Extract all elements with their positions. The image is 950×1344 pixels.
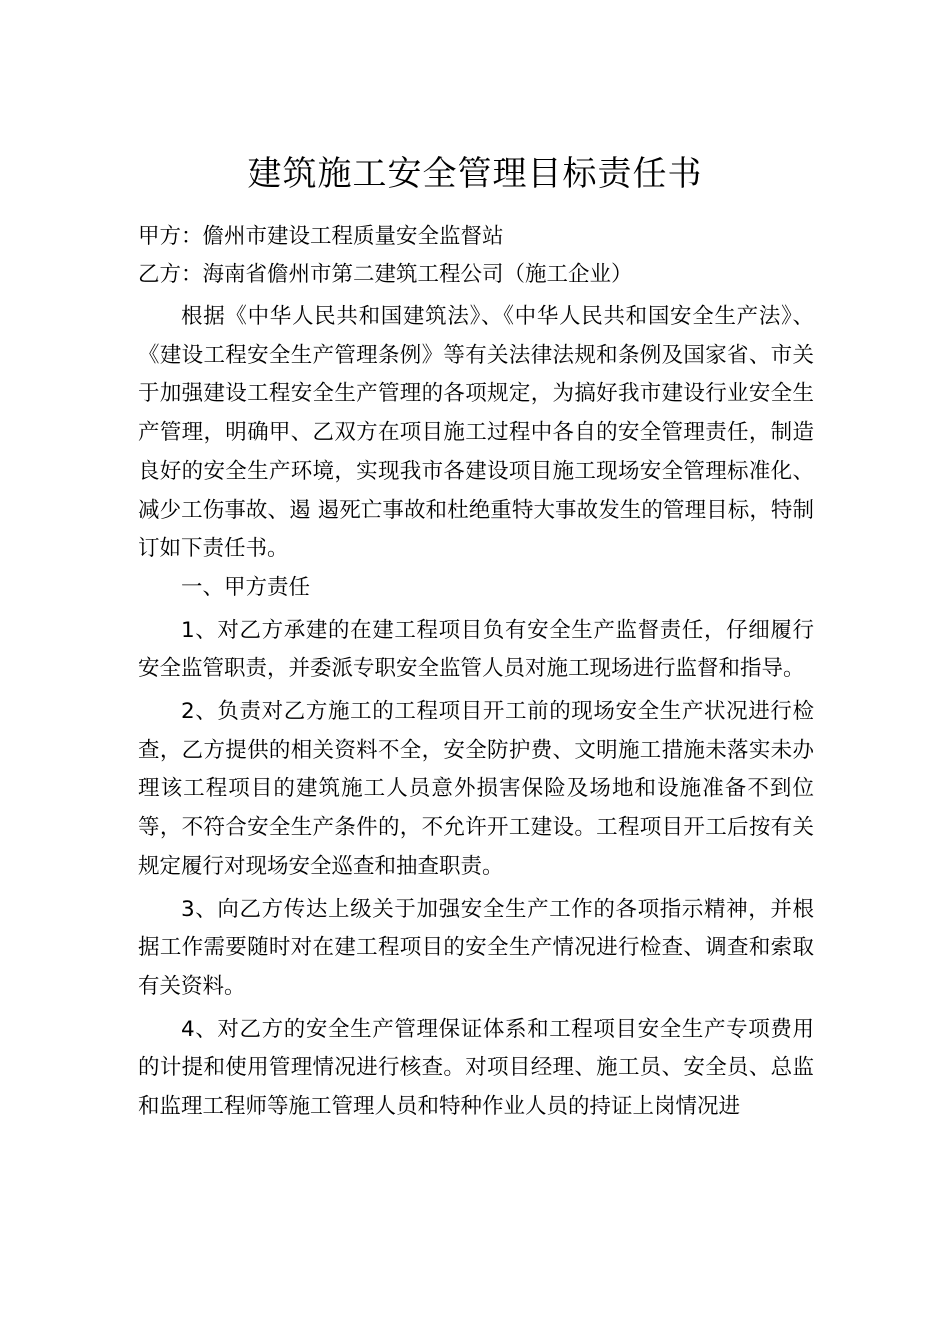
document-body (138, 298, 814, 1127)
intro-paragraph: 根据《中华人民共和国建筑法》、《中华人民共和国安全生产法》、《建设工程安全生产管理条例》等有关法律法规和条例及国家省、市关于加强建设工程安全生产管理的各项规定，为搞好我市建设行业安全生产管理，明确甲、乙双方在项目施工过程中各自的安全管理责任，制造良好的安全生产环境，实现我市各建设项目施工现场安全管理标准化、减少工伤事故、遏 遏死亡事故和杜绝重特大事故发生的管理目标，特制订如下责任书。 (138, 304, 814, 562)
party-b-line: 乙方：海南省儋州市第二建筑工程公司（施工企业） (138, 262, 633, 287)
party-a-line: 甲方：儋州市建设工程质量安全监督站 (138, 224, 504, 249)
clause-1: 1、对乙方承建的在建工程项目负有安全生产监督责任，仔细履行安全监管职责，并委派专职安全监管人员对施工现场进行监督和指导。 (138, 617, 814, 682)
section-heading-party-a: 一、甲方责任 (181, 574, 311, 600)
clause-4: 4、对乙方的安全生产管理保证体系和工程项目安全生产专项费用的计提和使用管理情况进行核查。对项目经理、施工员、安全员、总监和监理工程师等施工管理人员和特种作业人员的持证上岗情况进 (138, 1016, 814, 1120)
clause-2: 2、负责对乙方施工的工程项目开工前的现场安全生产状况进行检查，乙方提供的相关资料不全，安全防护费、文明施工措施未落实未办理该工程项目的建筑施工人员意外损害保险及场地和设施准备不到位等，不符合安全生产条件的，不允许开工建设。工程项目开工后按有关规定履行对现场安全巡查和抽查职责。 (138, 699, 814, 879)
document-title: 建筑施工安全管理目标责任书 (247, 154, 703, 194)
clause-3: 3、向乙方传达上级关于加强安全生产工作的各项指示精神，并根据工作需要随时对在建工程项目的安全生产情况进行检查、调查和索取有关资料。 (138, 896, 814, 999)
